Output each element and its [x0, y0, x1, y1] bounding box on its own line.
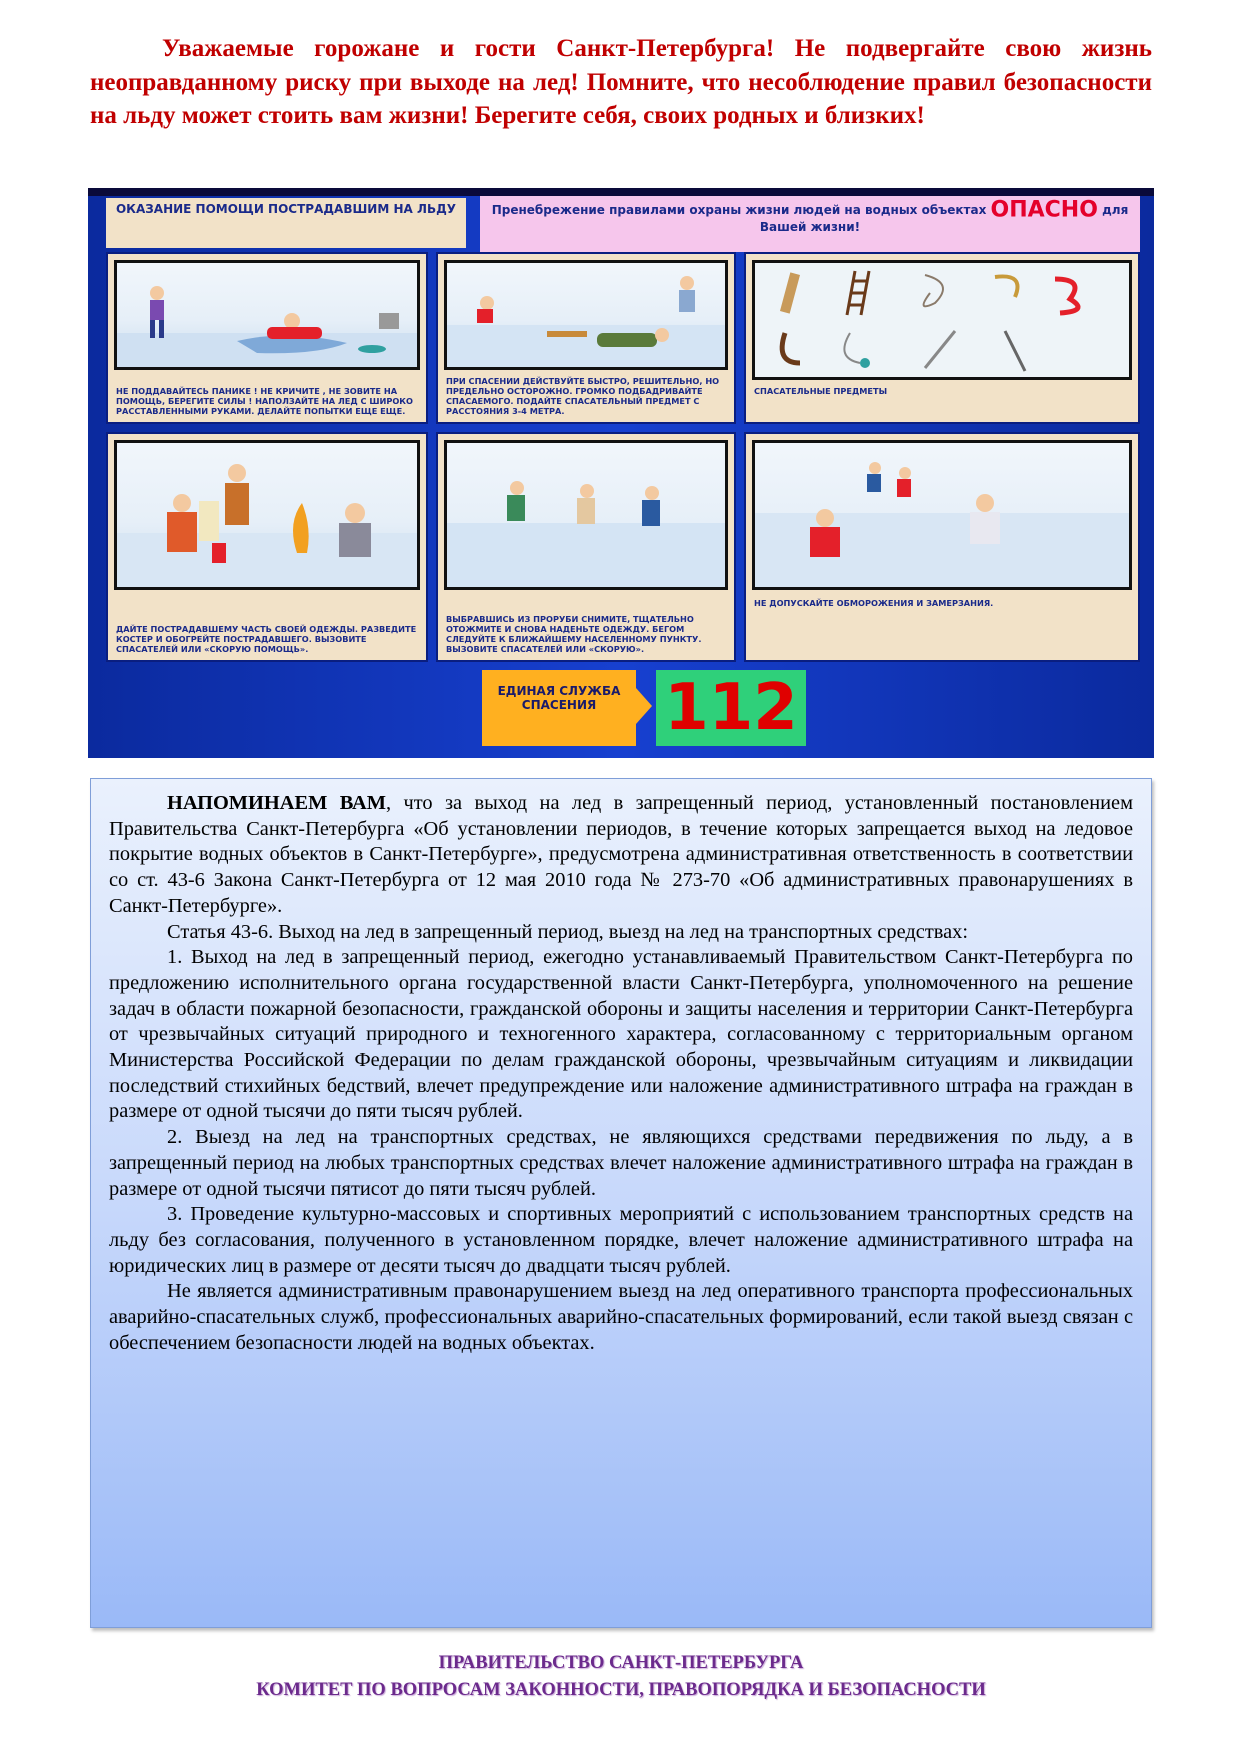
illustration-running-to-village: [444, 440, 728, 590]
illustration-bonfire-warming: [114, 440, 420, 590]
panel-rescue-action: [436, 252, 736, 424]
article-exception: Не является административным правонарушением выезд на лед оперативного транспорта профессиональных аварийно-спасательных служб, профессиональных аварийно-спасательных формирований, если такой выезд связан с обеспечением безопасности людей на водных объектах.: [109, 1280, 1133, 1354]
notice-paragraph-1: [109, 791, 1133, 920]
panel-rescue-items: [744, 252, 1140, 424]
panel-after-rescue: [436, 432, 736, 662]
panel-caption-3: СПАСАТЕЛЬНЫЕ ПРЕДМЕТЫ: [754, 386, 888, 396]
poster-header-right: [480, 196, 1140, 252]
poster-header-right-pre: Пренебрежение правилами охраны жизни людей на водных объектах: [491, 203, 987, 217]
article-clause-3: 3. Проведение культурно-массовых и спортивных мероприятий с использованием транспортных средств на льду без согласования, полученного в установленном порядке, влечет наложение административного штрафа на юридических лиц в размере от десяти тысяч до двадцати тысяч рублей.: [109, 1203, 1133, 1277]
panel-caption-6: НЕ ДОПУСКАЙТЕ ОБМОРОЖЕНИЯ И ЗАМЕРЗАНИЯ.: [754, 598, 994, 608]
safety-poster: [88, 188, 1154, 758]
poster-header-left: ОКАЗАНИЕ ПОМОЩИ ПОСТРАДАВШИМ НА ЛЬДУ: [106, 198, 466, 248]
panel-caption-4: ДАЙТЕ ПОСТРАДАВШЕМУ ЧАСТЬ СВОЕЙ ОДЕЖДЫ. РАЗВЕДИТЕ КОСТЕР И ОБОГРЕЙТЕ ПОСТРАДАВШЕГО. ВЫЗОВИТЕ СПАСАТЕЛЕЙ ИЛИ «СКОРУЮ ПОМОЩЬ».: [116, 624, 417, 654]
illustration-fallen-through-ice: [114, 260, 420, 370]
emergency-label: ЕДИНАЯ СЛУЖБА СПАСЕНИЯ: [482, 670, 636, 746]
panel-frostbite: [744, 432, 1140, 662]
article-heading: Статья 43-6. Выход на лед в запрещенный период, выезд на лед на транспортных средствах:: [167, 920, 968, 943]
notice-text: , что за выход на лед в запрещенный период, установленный постановлением Правительства Санкт-Петербурга «Об установлении периодов, в течение которых запрещается выход на ледовое покрытие водных объектов в Санкт-Петербурге», предусмотрена административная ответственность в соответствии со ст. 43-6 Закона Санкт-Петербурга от 12 мая 2010 года № 273-70 «Об административных правонарушениях в Санкт-Петербурге».: [109, 792, 1133, 917]
illustration-rescue-items: [752, 260, 1132, 380]
illustration-rescuers-on-ice: [444, 260, 728, 370]
poster-header-right-post: для Вашей жизни!: [759, 203, 1129, 234]
notice-lead: НАПОМИНАЕМ ВАМ: [167, 792, 387, 814]
poster-danger-word: ОПАСНО: [990, 197, 1098, 223]
footer-government: ПРАВИТЕЛЬСТВО САНКТ-ПЕТЕРБУРГА: [438, 1653, 804, 1673]
emergency-service-block: [480, 666, 1140, 750]
panel-self-rescue: [106, 252, 428, 424]
issuer-footer: [90, 1650, 1152, 1704]
panel-caption-1: НЕ ПОДДАВАЙТЕСЬ ПАНИКЕ ! НЕ КРИЧИТЕ , НЕ ЗОВИТЕ НА ПОМОЩЬ, БЕРЕГИТЕ СИЛЫ ! НАПОЛЗАЙТЕ НА ЛЕД С ШИРОКО РАССТАВЛЕННЫМИ РУКАМИ. ДЕЛАЙТЕ ПОПЫТКИ ЕЩЕ ЕЩЕ.: [116, 386, 413, 416]
emergency-number: 112: [656, 670, 806, 746]
panel-warming: [106, 432, 428, 662]
panel-caption-5: ВЫБРАВШИСЬ ИЗ ПРОРУБИ СНИМИТЕ, ТЩАТЕЛЬНО ОТОЖМИТЕ И СНОВА НАДЕНЬТЕ ОДЕЖДУ. БЕГОМ СЛЕДУЙТЕ К БЛИЖАЙШЕМУ НАСЕЛЕННОМУ ПУНКТУ. ВЫЗОВИТЕ СПАСАТЕЛЕЙ ИЛИ «СКОРУЮ».: [446, 614, 702, 654]
illustration-winter-activity: [752, 440, 1132, 590]
arrow-right-icon: [636, 688, 652, 724]
article-clause-2: 2. Выезд на лед на транспортных средствах, не являющихся средствами передвижения по льду, а в запрещенный период на любых транспортных средствах влечет наложение административного штрафа на граждан в размере от одной тысячи пятисот до пяти тысяч рублей.: [109, 1126, 1133, 1200]
panel-caption-2: ПРИ СПАСЕНИИ ДЕЙСТВУЙТЕ БЫСТРО, РЕШИТЕЛЬНО, НО ПРЕДЕЛЬНО ОСТОРОЖНО. ГРОМКО ПОДБАДРИВАЙТЕ СПАСАЕМОГО. ПОДАЙТЕ СПАСАТЕЛЬНЫЙ ПРЕДМЕТ С РАССТОЯНИЯ 3-4 МЕТРА.: [446, 376, 720, 416]
footer-committee: КОМИТЕТ ПО ВОПРОСАМ ЗАКОННОСТИ, ПРАВОПОРЯДКА И БЕЗОПАСНОСТИ: [256, 1680, 986, 1700]
intro-appeal: Уважаемые горожане и гости Санкт-Петербурга! Не подвергайте свою жизнь неоправданному риску при выходе на лед! Помните, что несоблюдение правил безопасности на льду может стоить вам жизни! Берегите себя, своих родных и близких!: [90, 35, 1152, 129]
poster-frame: [88, 188, 1154, 196]
article-clause-1: 1. Выход на лед в запрещенный период, ежегодно устанавливаемый Правительством Санкт-Петербурга по предложению исполнительного органа государственной власти Санкт-Петербурга, уполномоченного на решение задач в области пожарной безопасности, гражданской обороны и защиты населения и территории Санкт-Петербурга от чрезвычайных ситуаций природного и техногенного характера, согласованному с территориальным органом Министерства Российской Федерации по делам гражданской обороны, чрезвычайным ситуациям и ликвидации последствий стихийных бедствий, влечет предупреждение или наложение административного штрафа на граждан в размере от одной тысячи до пяти тысяч рублей.: [109, 946, 1133, 1123]
legal-notice-box: [90, 778, 1152, 1628]
